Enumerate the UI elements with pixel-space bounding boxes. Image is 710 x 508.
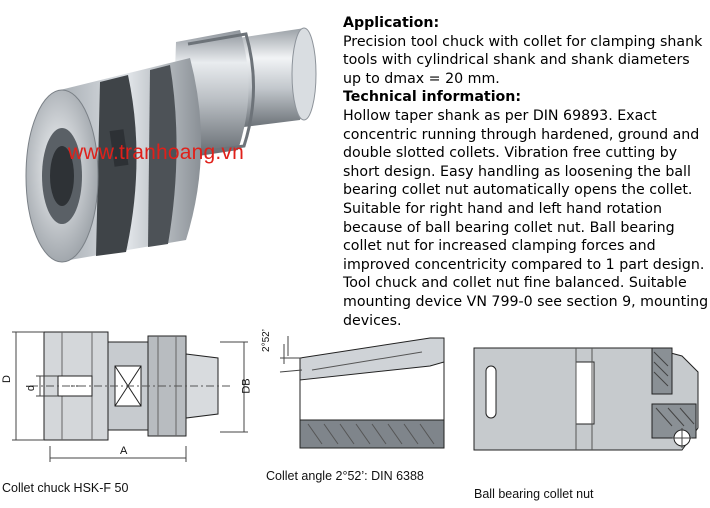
watermark: www.tranhoang.vn: [68, 141, 244, 164]
dim-DB-label: DB: [240, 378, 253, 394]
nut-drawing: [472, 338, 708, 468]
collet-chuck-drawing: [0, 320, 265, 480]
front-face: [26, 90, 98, 262]
dim-D-label: D: [0, 375, 13, 383]
nut-caption: Ball bearing collet nut: [474, 487, 594, 501]
description: [343, 14, 709, 330]
application-heading: Application:: [343, 15, 440, 31]
collet-drawing: [262, 322, 462, 462]
collet-angle-label: 2°52’: [260, 329, 272, 352]
technical-heading: Technical information:: [343, 89, 522, 106]
collet-caption: Collet angle 2°52’: DIN 6388: [266, 469, 424, 483]
chuck-caption: Collet chuck HSK-F 50: [2, 481, 129, 495]
technical-body: Hollow taper shank as per DIN 69893. Exact concentric running through hardened, ground and double slotted collets. Vibration free cutting by short design. Easy handling as loosening the ball bearing collet nut automatically opens the collet. Suitable for right hand and left hand rotation because of ball bearing collet nut. Ball bearing collet nut for increased clamping forces and improved concentricity compared to 1 part design. Tool chuck and collet nut fine balanced. Suitable mounting device VN 799-0 see section 9, mounting devices.: [343, 107, 709, 329]
application-body: Precision tool chuck with collet for clamping shank tools with cylindrical shank and shank diameters up to dmax = 20 mm.: [343, 33, 703, 87]
dim-d-label: d: [25, 384, 38, 392]
dim-A-label: A: [120, 445, 128, 457]
